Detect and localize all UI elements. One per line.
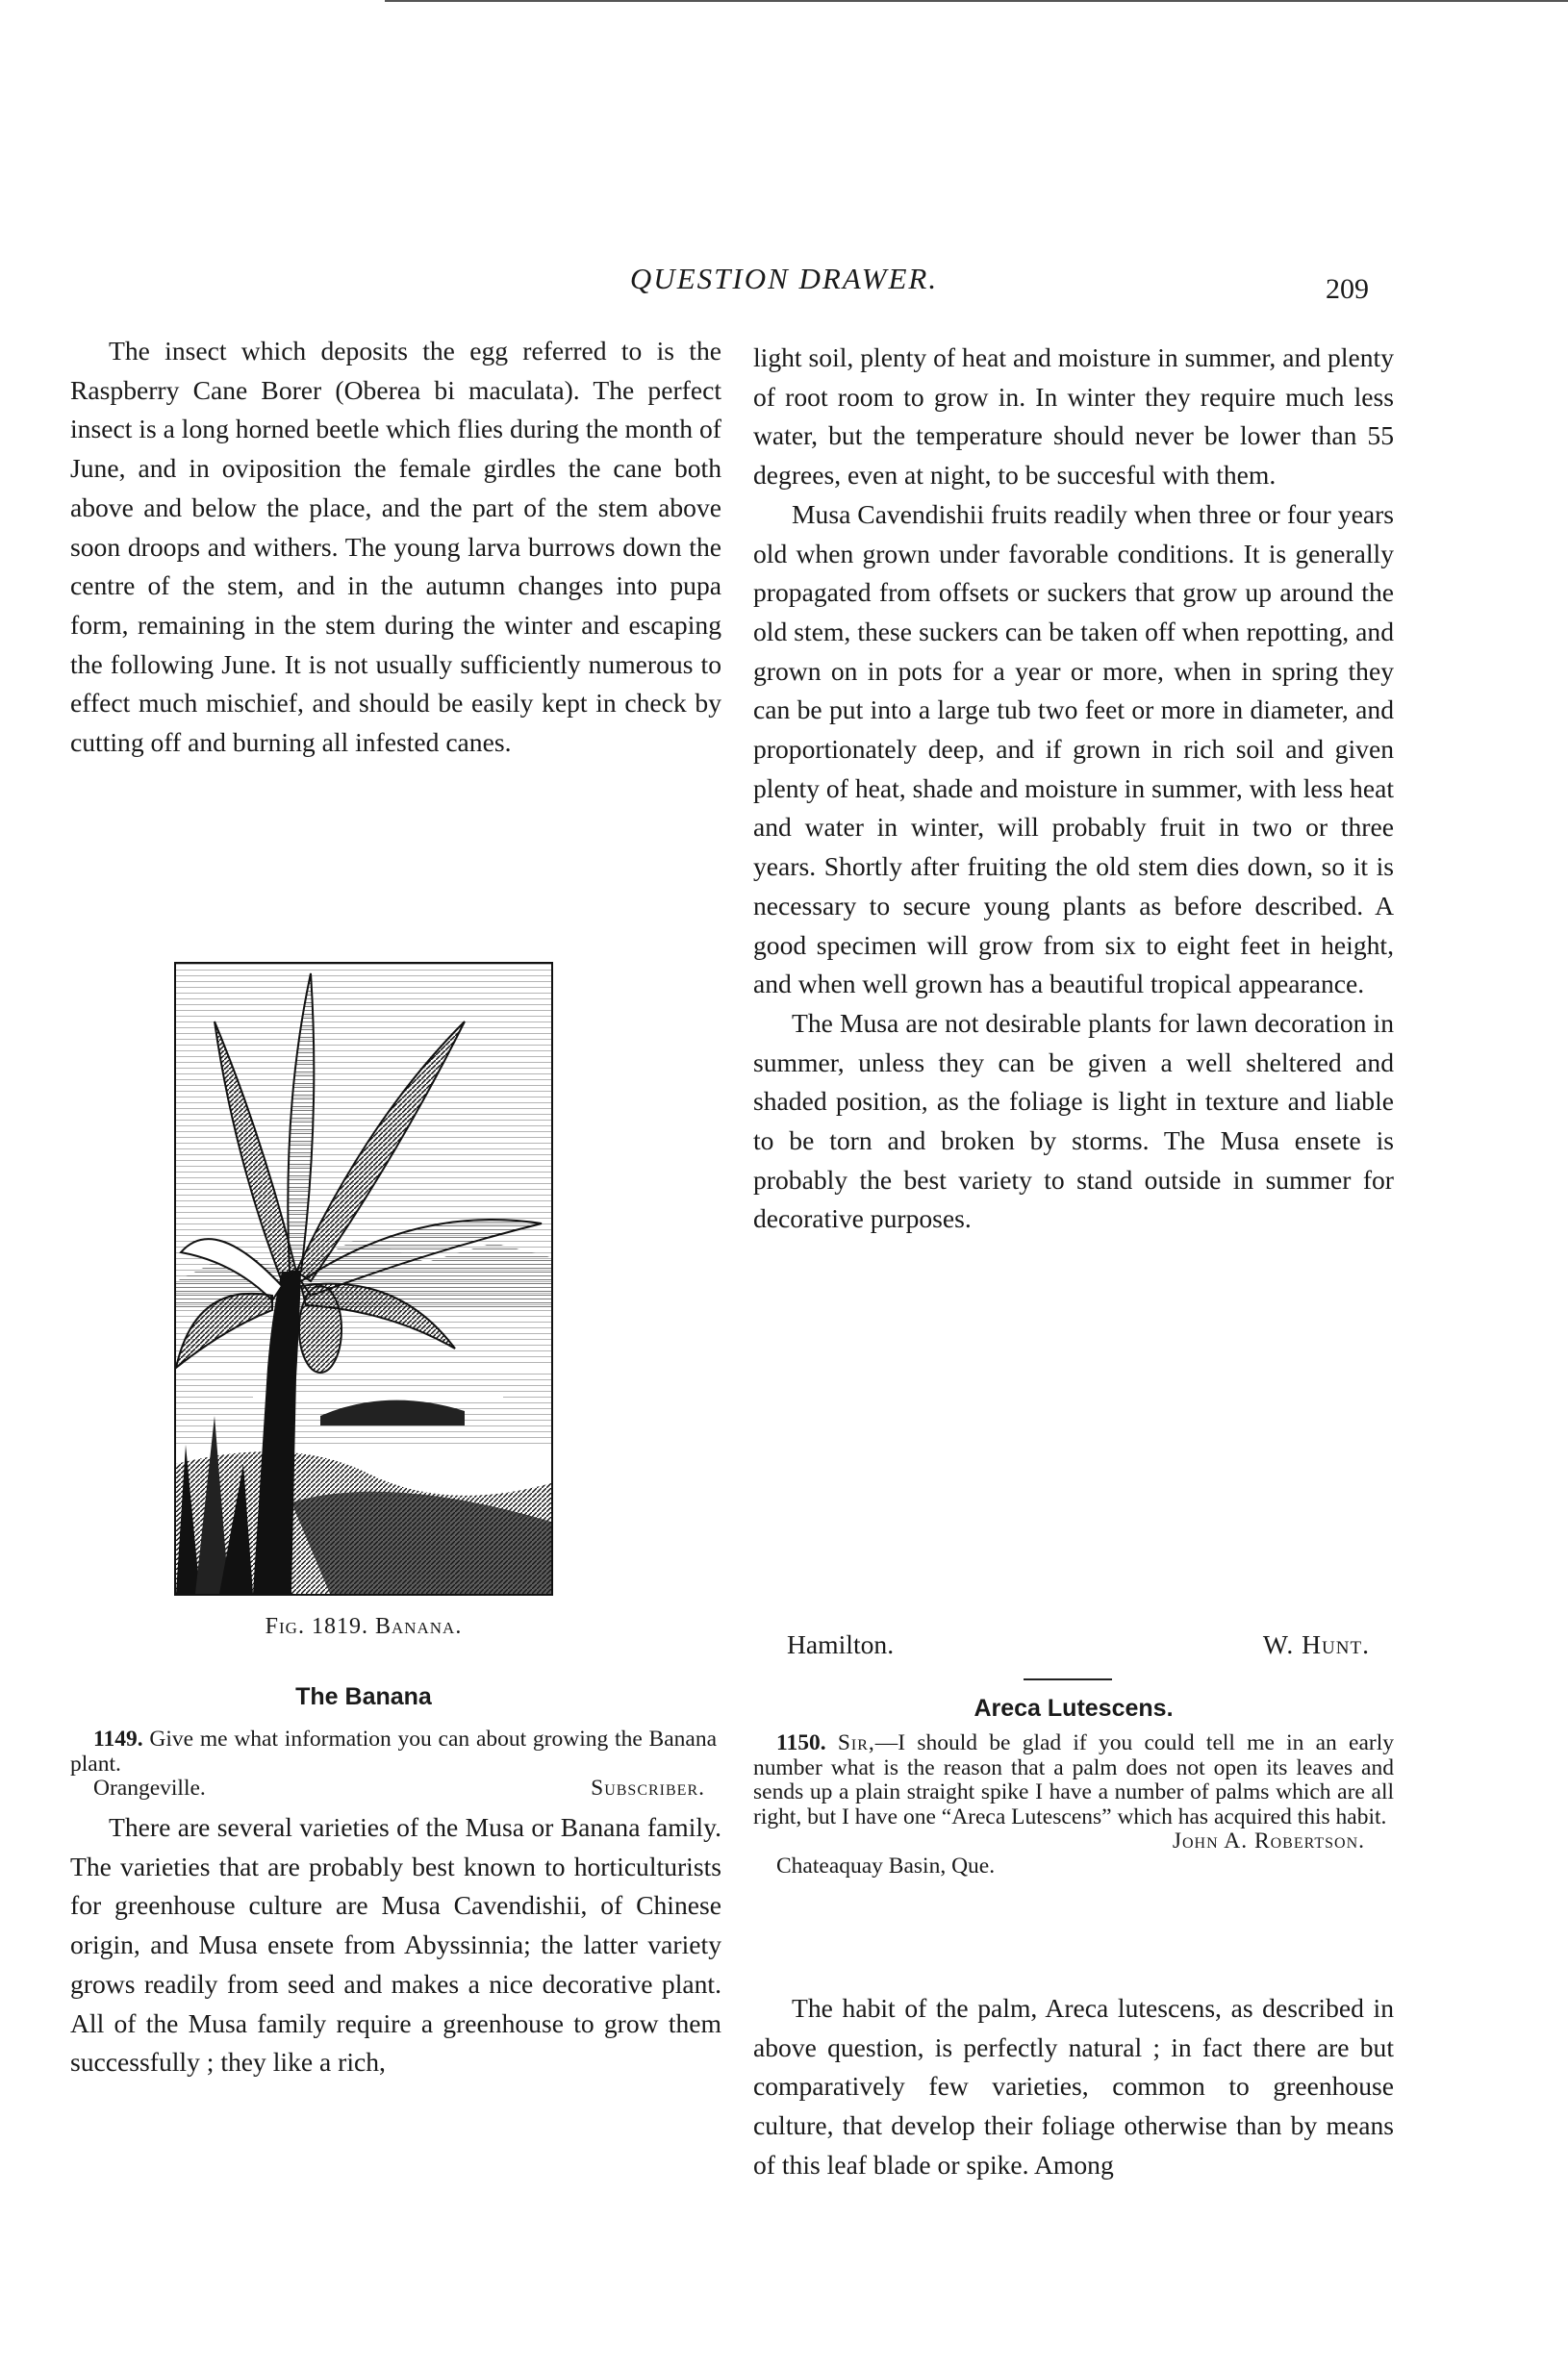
question-1150 — [753, 1731, 1394, 1879]
question-1149-title: The Banana — [295, 1683, 432, 1710]
question-1149 — [70, 1728, 717, 1802]
banana-illustration — [174, 962, 553, 1596]
question-1149-text: Give me what information you can about growing the Banana plant. — [70, 1727, 717, 1777]
page-number: 209 — [1326, 273, 1369, 305]
question-1150-text: —I should be glad if you could tell me in an early number what is the reason that a palm does not open its leaves and sends up a plain straight spike I have a number of palms which are all right, but I have one “Areca Lutescens” which has acquired this habit. — [753, 1730, 1395, 1829]
right-paragraph-2: Musa Cavendishii fruits readily when three or four years old when grown under favorable conditions. It is generally propagated from offsets or suckers that grow up around the old stem, these suckers can be taken off when repotting, and grown on in pots for a year or more, when in spring they can be put into a large tub two feet or more in diameter, and proportionately deep, and if grown in rich soil and given plenty of heat, shade and moisture in summer, with less heat and water in winter, will probably fruit in two or three years. Shortly after fruiting the old stem dies down, so it is necessary to secure young plants as before described. A good specimen will grow from six to eight feet in height, and when well grown has a beautiful tropical appearance. — [753, 498, 1394, 999]
question-1149-number: 1149. — [93, 1727, 143, 1752]
areca-answer-paragraph: The habit of the palm, Areca lutescens, as described in above question, is perfectly natural ; in fact there are but comparatively few varieties, common to greenhouse culture, that develop their foliage otherwise than by means of this leaf blade or spike. Among — [753, 1993, 1394, 2180]
right-paragraph-1: light soil, plenty of heat and moisture in summer, and plenty of root room to grow in. In winter they require much less water, but the temperature should never be lower than 55 degrees, even at night, to be succesful with them. — [753, 342, 1394, 491]
musa-varieties-paragraph: There are several varieties of the Musa or Banana family. The varieties that are probably best known to horticulturists for greenhouse culture are Musa Cavendishii, of Chinese origin, and Musa ensete from Abyssinnia; the latter variety grows readily from seed and makes a nice decorative plant. All of the Musa family require a greenhouse to grow them successfully ; they like a rich, — [70, 1812, 721, 2078]
banana-engraving-icon — [176, 964, 551, 1594]
right-paragraph-3: The Musa are not desirable plants for lawn decoration in summer, unless they can be given a well sheltered and shaded position, as the foliage is light in texture and liable to be torn and broken by storms. The Musa ensete is probably the best variety to stand outside in summer for decorative purposes. — [753, 1007, 1394, 1234]
question-1149-signature: Subscriber. — [591, 1776, 705, 1801]
question-1150-salutation: Sir, — [837, 1730, 875, 1755]
section-divider — [1024, 1678, 1112, 1680]
figure-caption: Fig. 1819. Banana. — [265, 1614, 463, 1639]
right-column-bottom — [753, 1989, 1394, 2185]
signoff-name: W. Hunt. — [1262, 1629, 1370, 1659]
signoff — [787, 1629, 1370, 1660]
right-column — [753, 339, 1394, 1239]
top-rule — [385, 0, 1568, 2]
question-1150-number: 1150. — [776, 1730, 826, 1755]
borer-paragraph: The insect which deposits the egg referred to is the Raspberry Cane Borer (Oberea bi maculata). The perfect insect is a long horned beetle which flies during the month of June, and in oviposition the female girdles the cane both above and below the place, and the part of the stem above soon droops and withers. The young larva burrows down the centre of the stem, and in the autumn changes into pupa form, remaining in the stem during the winter and escaping the following June. It is not usually sufficiently numerous to effect much mischief, and should be easily kept in check by cutting off and burning all infested canes. — [70, 336, 721, 758]
left-column-bottom — [70, 1808, 721, 2082]
left-column-top — [70, 332, 721, 763]
running-title: QUESTION DRAWER. — [629, 262, 939, 295]
question-1149-place: Orangeville. — [93, 1776, 206, 1801]
question-1150-signature: John A. Robertson. — [1172, 1829, 1365, 1854]
question-1150-place: Chateaquay Basin, Que. — [776, 1853, 996, 1879]
question-1150-title: Areca Lutescens. — [974, 1695, 1174, 1722]
signoff-place: Hamilton. — [787, 1629, 895, 1659]
